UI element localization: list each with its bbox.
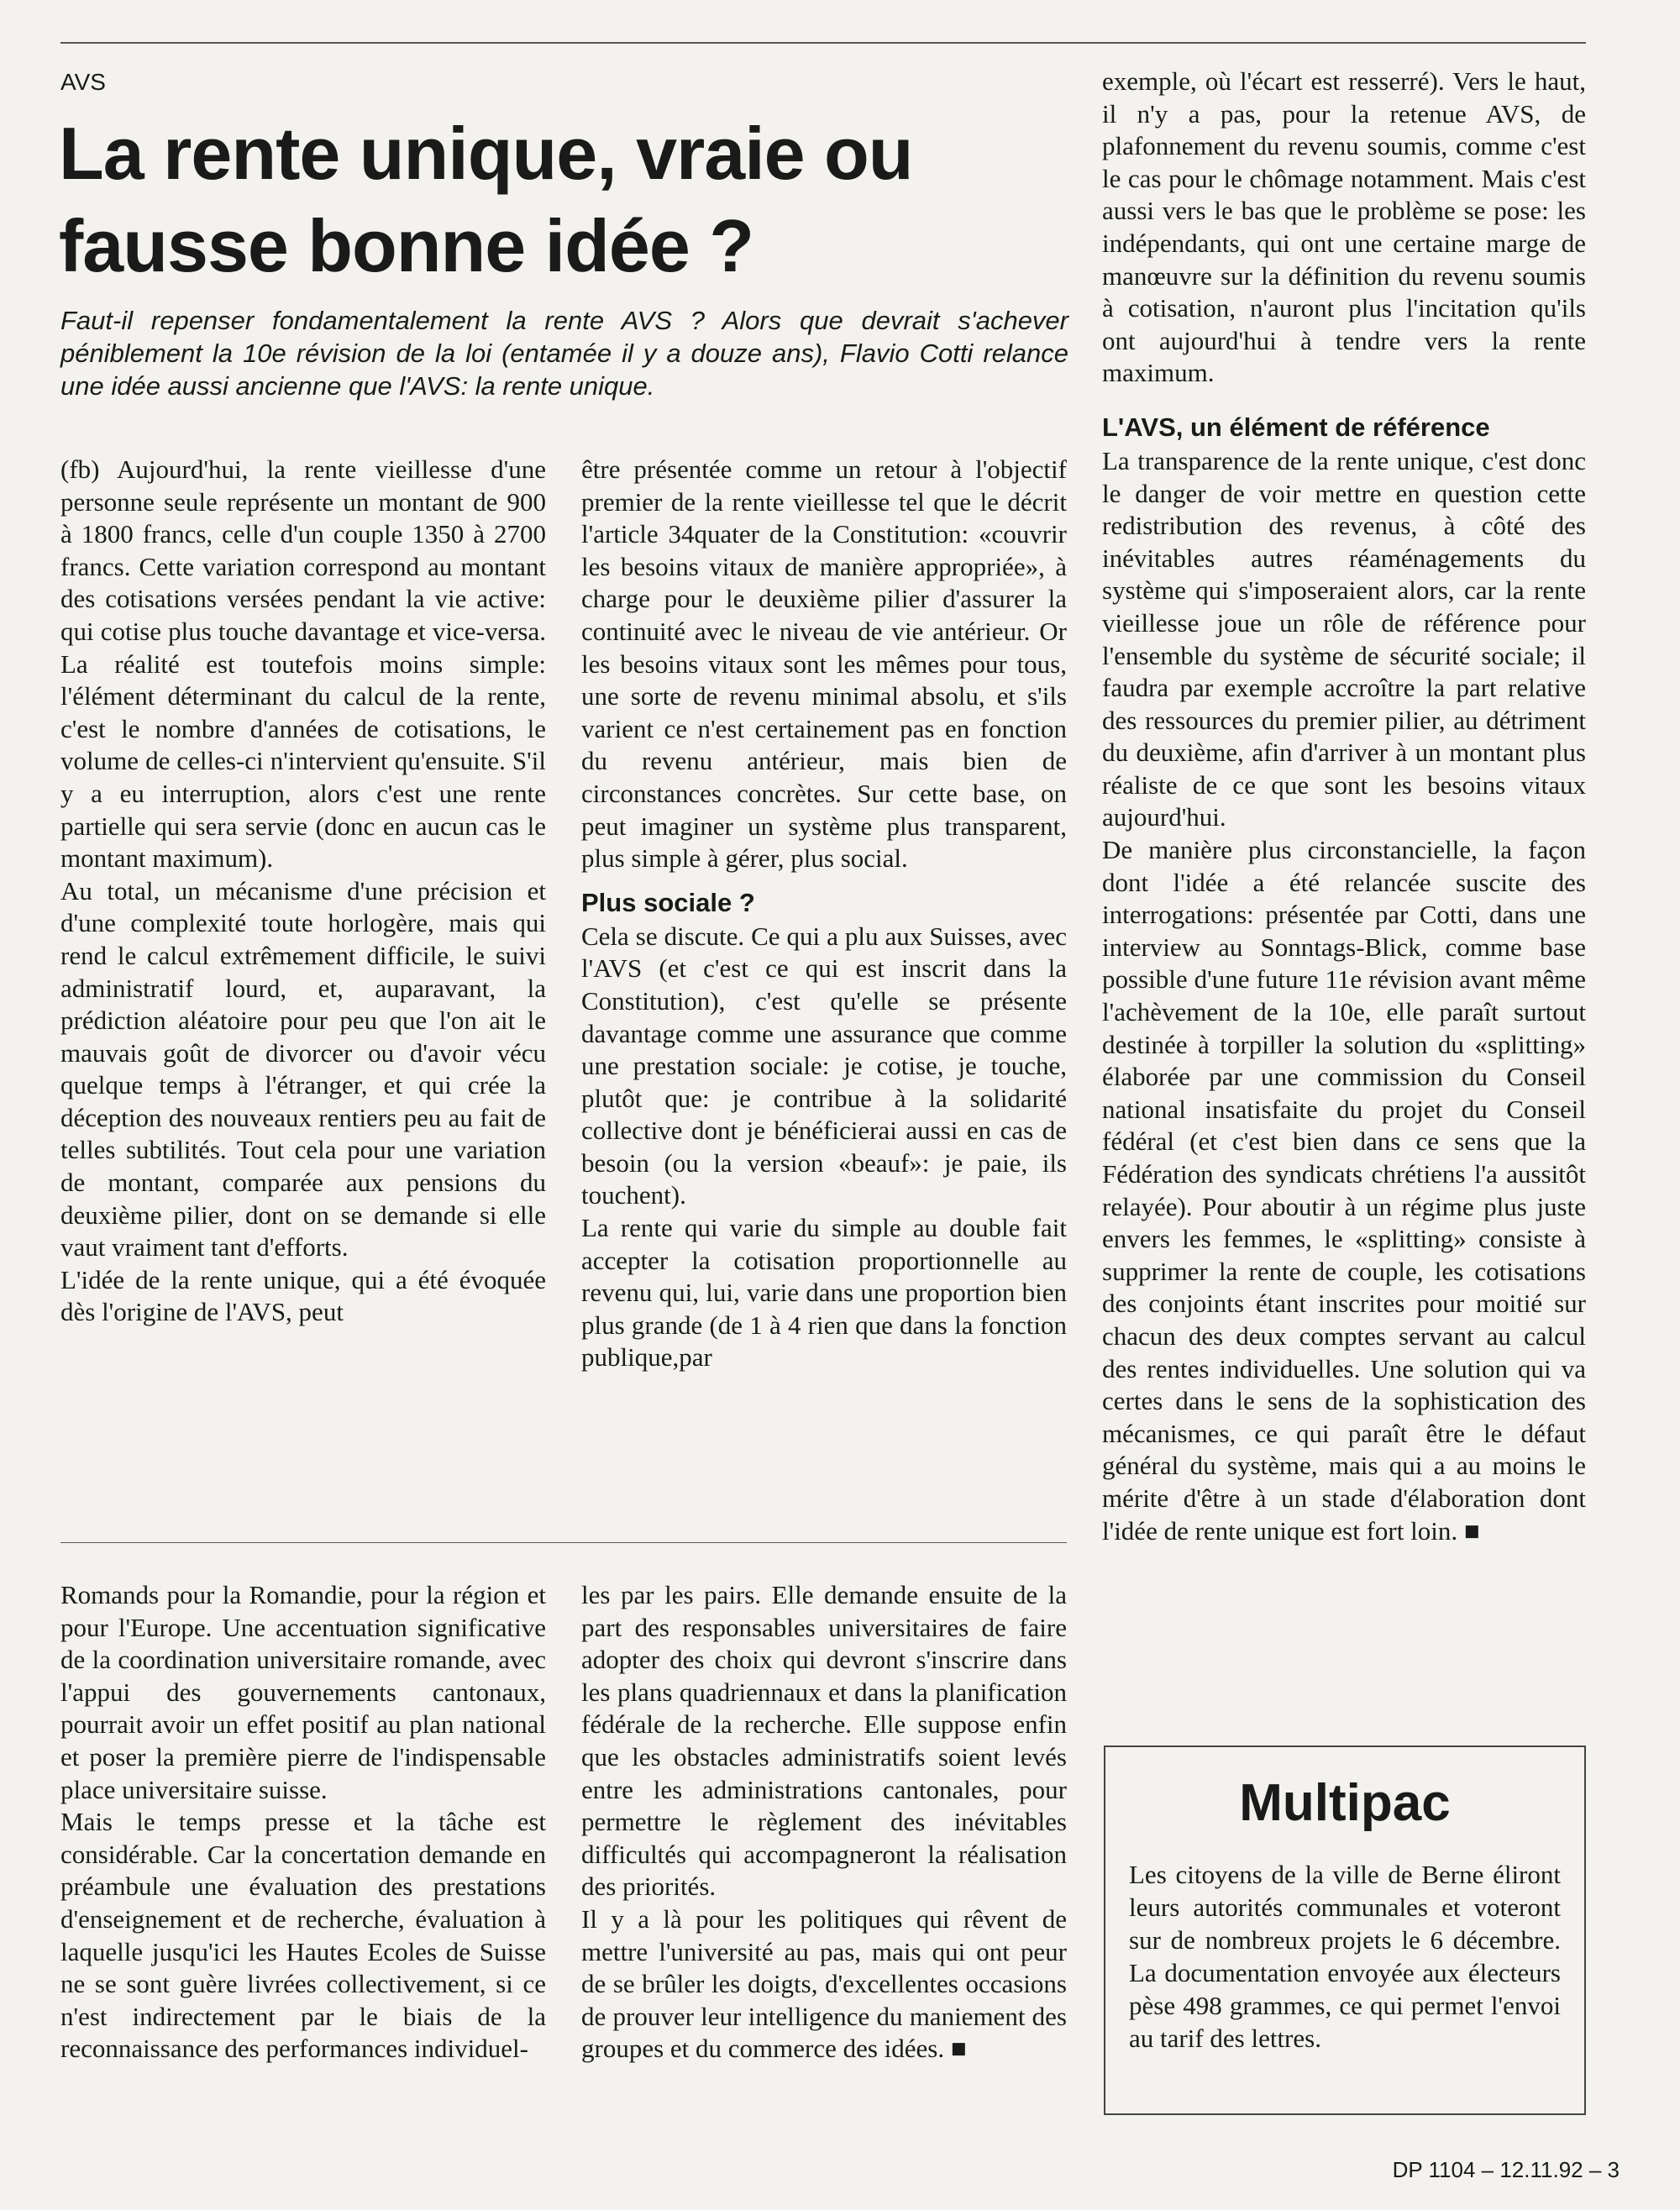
- multipac-sidebar: [1104, 1745, 1586, 2115]
- article-kicker: AVS: [60, 69, 106, 95]
- continuation-column-2: [581, 1579, 1067, 2066]
- paragraph: Romands pour la Romandie, pour la région et pour l'Europe. Une accentuation significative de la coordination universitaire romande, avec l'appui des gouvernements cantonaux, pourrait avoir un effet positif au plan national et poser la première pierre de l'indispensable place universitaire suisse.: [60, 1580, 546, 1804]
- paragraph: Au total, un mécanisme d'une précision et d'une complexité toute horlogère, mais qui rend le calcul extrêmement difficile, le suivi administratif lourd, et, auparavant, la prédiction aléatoire pour peu que l'on ait le mauvais goût de divorcer ou d'avoir vécu quelque temps à l'étranger, et qui crée la déception des nouveaux rentiers peu au fait de telles subtilités. Tout cela pour une variation de montant, comparée aux pensions du deuxième pilier, dont on se demande si elle vaut vraiment tant d'efforts.: [60, 875, 546, 1262]
- article-title: La rente unique, vraie ou fausse bonne idée ?: [59, 112, 913, 287]
- paragraph: être présentée comme un retour à l'objectif premier de la rente vieillesse tel que le décrit l'article 34quater de la Constitution: «couvrir les besoins vitaux de manière appropriée», à charge pour le deuxième pilier d'assurer la continuité avec le niveau de vie antérieur. Or les besoins vitaux sont les mêmes pour tous, une sorte de revenu minimal absolu, et s'ils varient ce n'est certainement pas en fonction du revenu antérieur, mais bien de circonstances concrètes. Sur cette base, on peut imaginer un système plus transparent, plus simple à gérer, plus social.: [581, 454, 1067, 874]
- paragraph: les par les pairs. Elle demande ensuite de la part des responsables universitaires de faire adopter des choix qui devront s'inscrire dans les plans quadriennaux et dans la planification fédérale de la recherche. Elle suppose enfin que les obstacles administratifs soient levés entre les administrations cantonales, pour permettre le règlement des inévitables difficultés qui accompagneront la réalisation des priorités.: [581, 1580, 1067, 1902]
- page-footer: DP 1104 – 12.11.92 – 3: [1392, 2157, 1620, 2182]
- section-heading-plus-sociale: Plus sociale ?: [581, 887, 755, 917]
- article-column-3: [1102, 66, 1586, 1547]
- article-column-1: [60, 454, 546, 1329]
- paragraph: La transparence de la rente unique, c'est donc le danger de voir mettre en question cette redistribution des revenus, à côté des inévitables autres réaménagements du système qui s'imposeraient alors, car la rente vieillesse joue un rôle de référence pour l'ensemble du système de sécurité sociale; il faudra par exemple accroître la part relative des ressources du premier pilier, au détriment du deuxième, afin d'arriver à un montant plus réaliste de ce que sont les besoins vitaux aujourd'hui.: [1102, 445, 1586, 832]
- section-divider: [60, 1542, 1067, 1543]
- continuation-column-1: [60, 1579, 546, 2066]
- paragraph: Mais le temps presse et la tâche est considérable. Car la concertation demande en préambule une évaluation des prestations d'enseignement et de recherche, évaluation à laquelle jusqu'ici les Hautes Ecoles de Suisse ne se sont guère livrées collectivement, si ce n'est indirectement par le biais de la reconnaissance des performances individuel-: [60, 1807, 546, 2064]
- section-heading-reference: L'AVS, un élément de référence: [1102, 412, 1490, 442]
- paragraph: (fb) Aujourd'hui, la rente vieillesse d'une personne seule représente un montant de 900 à 1800 francs, celle d'un couple 1350 à 2700 francs. Cette variation correspond au montant des cotisations versées pendant la vie active: qui cotise plus touche davantage et vice-versa. La réalité est toutefois moins simple: l'élément déterminant du calcul de la rente, c'est le nombre d'années de cotisations, le volume de celles-ci n'intervient qu'ensuite. S'il y a eu interruption, alors c'est une rente partielle qui sera servie (donc en aucun cas le montant maximum).: [60, 454, 546, 874]
- top-rule: [60, 42, 1586, 44]
- paragraph: Cela se discute. Ce qui a plu aux Suisses, avec l'AVS (et c'est ce qui est inscrit dans la Constitution), c'est qu'elle se présente davantage comme une assurance que comme une prestation sociale: je cotise, je touche, plutôt que: je contribue à la solidarité collective dont je bénéficierai aussi en cas de besoin (ou la version «beauf»: je paie, ils touchent).: [581, 921, 1067, 1210]
- article-column-2: [581, 454, 1067, 1374]
- paragraph: Il y a là pour les politiques qui rêvent de mettre l'université au pas, mais qui ont peur de se brûler les doigts, d'excellentes occasions de prouver leur intelligence du maniement des groupes et du commerce des idées. ■: [581, 1903, 1067, 2064]
- paragraph: L'idée de la rente unique, qui a été évoquée dès l'origine de l'AVS, peut: [60, 1264, 546, 1327]
- paragraph: exemple, où l'écart est resserré). Vers le haut, il n'y a pas, pour la retenue AVS, de plafonnement du revenu soumis, comme c'est le cas pour le chômage notamment. Mais c'est aussi vers le bas que le problème se pose: les indépendants, qui ont une certaine marge de manœuvre sur la définition du revenu soumis à cotisation, n'auront plus l'incitation qu'ils ont aujourd'hui à tendre vers la rente maximum.: [1102, 66, 1586, 388]
- article-lead: Faut-il repenser fondamentalement la rente AVS ? Alors que devrait s'achever péniblement la 10e révision de la loi (entamée il y a douze ans), Flavio Cotti relance une idée aussi ancienne que l'AVS: la rente unique.: [60, 306, 1068, 401]
- paragraph: La rente qui varie du simple au double fait accepter la cotisation proportionnelle au revenu qui, lui, varie dans une proportion bien plus grande (de 1 à 4 rien que dans la fonction publique,par: [581, 1213, 1067, 1373]
- sidebar-text: Les citoyens de la ville de Berne éliront leurs autorités communales et voteront sur de nombreux projets le 6 décembre. La documentation envoyée aux électeurs pèse 498 grammes, ce qui permet l'envoi au tarif des lettres.: [1129, 1860, 1561, 2053]
- sidebar-title: Multipac: [1239, 1774, 1451, 1832]
- paragraph: De manière plus circonstancielle, la façon dont l'idée a été relancée suscite des interrogations: présentée par Cotti, dans une interview au Sonntags-Blick, comme base possible d'une future 11e révision avant même l'achèvement de la 10e, elle paraît surtout destinée à torpiller la solution du «splitting» élaborée par une commission du Conseil national insatisfaite du projet du Conseil fédéral (et c'est bien dans ce sens que la Fédération des syndicats chrétiens l'a aussitôt relayée). Pour aboutir à un régime plus juste envers les femmes, le «splitting» consiste à supprimer la rente de couple, les cotisations des conjoints étant inscrites pour moitié sur chacun des deux comptes servant au calcul des rentes individuelles. Une solution qui va certes dans le sens de la sophistication des mécanismes, ce qui paraît être le défaut général du système, mais qui a au moins le mérite d'être à un stade d'élaboration dont l'idée de rente unique est fort loin. ■: [1102, 835, 1586, 1546]
